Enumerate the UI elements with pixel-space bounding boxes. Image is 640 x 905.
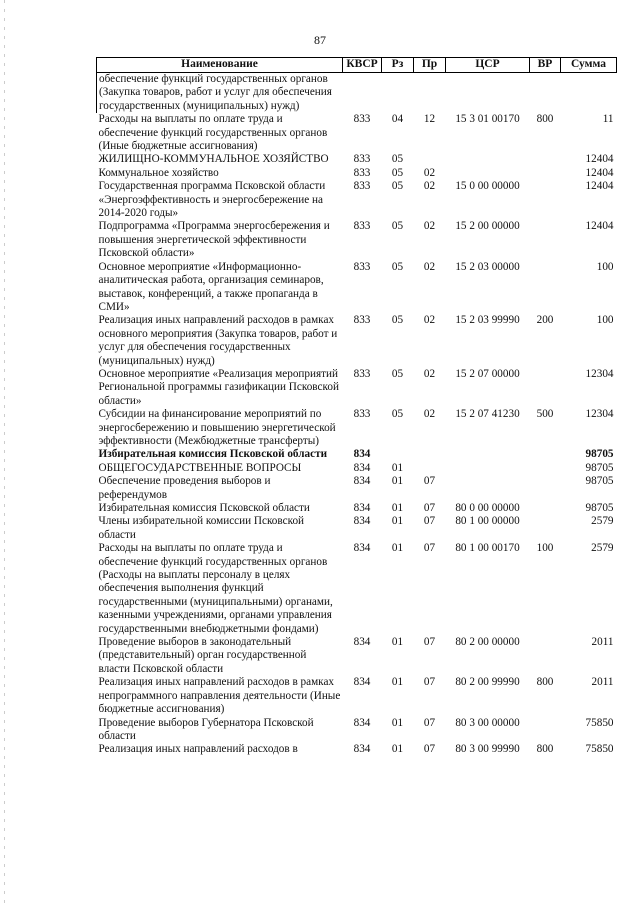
cell-kvsr: 834 — [353, 542, 371, 555]
cell-name: Члены избирательной комиссии Псковской области — [98, 515, 305, 541]
cell-pr: 07 — [423, 542, 436, 555]
cell-vr — [530, 502, 561, 515]
cell-sum: 100 — [596, 314, 614, 327]
table-row — [97, 717, 617, 744]
cell-rz: 05 — [391, 180, 404, 193]
cell-sum: 12404 — [585, 180, 614, 193]
cell-vr — [530, 167, 561, 180]
cell-name: Проведение выборов в законодательный (представительный) орган государственной власти Псковской области — [98, 636, 307, 675]
cell-csr: 15 2 07 41230 — [455, 408, 520, 421]
cell-rz: 01 — [391, 502, 404, 514]
table-row — [97, 462, 617, 475]
cell-rz: 04 — [391, 113, 404, 126]
cell-rz: 01 — [391, 743, 404, 756]
cell-name: Избирательная комиссия Псковской области — [98, 502, 310, 514]
cell-csr: 15 2 07 00000 — [455, 367, 520, 380]
cell-vr: 200 — [536, 314, 554, 327]
cell-pr: 02 — [423, 260, 436, 273]
cell-kvsr: 833 — [353, 367, 371, 380]
cell-vr: 800 — [536, 676, 554, 689]
cell-vr — [530, 261, 561, 315]
cell-sum: 12404 — [585, 153, 614, 166]
table-row — [97, 153, 617, 166]
cell-sum: 75850 — [585, 716, 614, 729]
cell-name: Основное мероприятие «Информационно-аналитическая работа, организация семинаров, выставок, конференций, а также пропаганда в СМИ» — [98, 260, 324, 313]
cell-pr: 07 — [423, 502, 436, 514]
cell-csr: 80 0 00 00000 — [455, 502, 520, 514]
cell-name: Реализация иных направлений расходов в рамках непрограммного направления деятельности (Иные бюджетные ассигнования) — [98, 676, 341, 716]
cell-rz — [382, 448, 414, 461]
cell-rz: 05 — [391, 153, 404, 166]
cell-name: Избирательная комиссия Псковской области — [98, 448, 328, 461]
cell-vr: 800 — [536, 113, 554, 126]
cell-kvsr: 833 — [353, 408, 371, 421]
cell-pr: 07 — [423, 716, 436, 729]
cell-kvsr: 833 — [353, 220, 371, 233]
cell-kvsr: 834 — [353, 461, 371, 474]
cell-pr — [414, 153, 446, 166]
cell-csr: 15 3 01 00170 — [455, 113, 520, 126]
cell-rz: 01 — [391, 515, 404, 528]
cell-csr: 80 2 00 00000 — [455, 636, 520, 649]
scan-edge-artifact — [4, 0, 5, 905]
cell-name: Реализация иных направлений расходов в рамках основного мероприятия (Закупка товаров, работ и услуг для обеспечения государственных (муниципальных) нужд) — [98, 314, 338, 367]
cell-csr: 80 1 00 00000 — [455, 515, 520, 528]
table-row — [97, 113, 617, 153]
cell-kvsr: 834 — [353, 448, 371, 461]
table-row — [97, 73, 617, 114]
cell-sum: 11 — [602, 113, 614, 126]
cell-csr: 80 1 00 00170 — [455, 542, 520, 555]
cell-kvsr: 834 — [353, 743, 371, 756]
cell-name: Реализация иных направлений расходов в — [98, 743, 298, 756]
table-row — [97, 502, 617, 515]
cell-kvsr: 833 — [353, 314, 371, 327]
cell-sum: 2579 — [591, 515, 614, 528]
cell-pr: 07 — [423, 636, 436, 649]
cell-csr — [446, 73, 530, 114]
cell-pr: 02 — [423, 367, 436, 380]
cell-name: ОБЩЕГОСУДАРСТВЕННЫЕ ВОПРОСЫ — [98, 461, 302, 474]
table-row — [97, 314, 617, 368]
cell-vr — [530, 448, 561, 461]
cell-vr — [530, 153, 561, 166]
table-row — [97, 368, 617, 408]
table-row — [97, 220, 617, 260]
cell-kvsr: 834 — [353, 716, 371, 729]
table-row — [97, 180, 617, 220]
cell-pr — [414, 462, 446, 475]
cell-rz: 05 — [391, 166, 404, 179]
cell-sum: 12304 — [585, 408, 614, 421]
cell-csr — [446, 153, 530, 166]
cell-kvsr: 834 — [353, 636, 371, 649]
cell-pr: 07 — [423, 515, 436, 528]
cell-rz: 01 — [391, 461, 404, 474]
cell-name: Обеспечение проведения выборов и референдумов — [98, 475, 271, 501]
cell-kvsr — [343, 73, 382, 114]
table-header — [97, 58, 617, 73]
cell-name: обеспечение функций государственных органов (Закупка товаров, работ и услуг для обеспечения государственных (муниципальных) нужд) — [97, 73, 343, 114]
cell-rz: 05 — [391, 408, 404, 421]
cell-sum: 100 — [596, 260, 614, 273]
cell-vr — [530, 73, 561, 114]
cell-csr: 80 3 00 00000 — [455, 716, 520, 729]
cell-vr — [530, 462, 561, 475]
table-row — [97, 636, 617, 676]
cell-pr: 02 — [423, 314, 436, 327]
table-row — [97, 542, 617, 636]
table-row — [97, 261, 617, 315]
cell-sum: 98705 — [585, 448, 614, 461]
header-csr: ЦСР — [446, 58, 530, 73]
table-row — [97, 515, 617, 542]
cell-kvsr: 834 — [353, 676, 371, 689]
cell-csr: 15 2 00 00000 — [455, 220, 520, 233]
cell-rz: 05 — [391, 314, 404, 327]
cell-vr — [530, 717, 561, 744]
cell-csr — [446, 167, 530, 180]
cell-pr: 07 — [423, 676, 436, 689]
page-number: 87 — [314, 33, 326, 47]
cell-name: Субсидии на финансирование мероприятий по энергосбережению и повышению энергетической эффективности (Межбюджетные трансферты) — [98, 408, 336, 447]
cell-rz: 05 — [391, 367, 404, 380]
cell-pr — [414, 448, 446, 461]
cell-sum: 2011 — [591, 676, 614, 689]
header-vr: ВР — [530, 58, 561, 73]
cell-csr — [446, 462, 530, 475]
cell-sum — [561, 73, 617, 114]
cell-rz: 01 — [391, 676, 404, 689]
cell-pr — [414, 73, 446, 114]
table-row — [97, 448, 617, 461]
cell-name: Расходы на выплаты по оплате труда и обеспечение функций государственных органов (Расходы на выплаты персоналу в целях обеспечения выполнения функций государственными (муниципальными) органами, казенными учреждениями, органами управления государственными внебюджетными фондами) — [98, 542, 333, 635]
cell-vr: 800 — [536, 743, 554, 756]
cell-pr: 07 — [423, 743, 436, 756]
cell-rz: 05 — [391, 220, 404, 233]
header-pr: Пр — [414, 58, 446, 73]
header-kvsr: КВСР — [343, 58, 382, 73]
cell-sum: 12404 — [585, 166, 614, 179]
cell-pr: 02 — [423, 408, 436, 421]
table-body — [97, 73, 617, 757]
table-row — [97, 743, 617, 756]
cell-name: Проведение выборов Губернатора Псковской области — [98, 716, 314, 742]
cell-rz: 01 — [391, 716, 404, 729]
table-row — [97, 408, 617, 448]
header-rz: Рз — [382, 58, 414, 73]
cell-pr: 02 — [423, 166, 436, 179]
cell-csr: 80 2 00 99990 — [455, 676, 520, 689]
cell-kvsr: 833 — [353, 166, 371, 179]
cell-pr: 02 — [423, 220, 436, 233]
cell-sum: 98705 — [585, 502, 614, 514]
cell-name: ЖИЛИЩНО-КОММУНАЛЬНОЕ ХОЗЯЙСТВО — [98, 153, 329, 166]
table-row — [97, 475, 617, 502]
cell-kvsr: 833 — [353, 113, 371, 126]
cell-csr: 15 2 03 00000 — [455, 260, 520, 273]
cell-vr — [530, 515, 561, 542]
cell-kvsr: 834 — [353, 475, 371, 488]
cell-kvsr: 834 — [353, 502, 371, 514]
cell-csr: 15 0 00 00000 — [455, 180, 520, 193]
cell-pr: 07 — [423, 475, 436, 488]
cell-kvsr: 833 — [353, 153, 371, 166]
table-row — [97, 676, 617, 716]
cell-vr — [530, 368, 561, 408]
cell-vr: 100 — [536, 542, 554, 555]
cell-vr — [530, 475, 561, 502]
cell-name: Расходы на выплаты по оплате труда и обеспечение функций государственных органов (Иные бюджетные ассигнования) — [98, 113, 328, 153]
cell-name: Коммунальное хозяйство — [98, 166, 219, 179]
cell-sum: 98705 — [585, 475, 614, 488]
cell-kvsr: 833 — [353, 180, 371, 193]
table-row — [97, 167, 617, 180]
cell-sum: 75850 — [585, 743, 614, 756]
cell-csr — [446, 475, 530, 502]
cell-rz: 01 — [391, 475, 404, 488]
cell-vr: 500 — [536, 408, 554, 421]
header-sum: Сумма — [561, 58, 617, 73]
cell-name: Государственная программа Псковской области «Энергоэффективность и энергосбережение на 2014-2020 годы» — [98, 180, 326, 220]
cell-sum: 12304 — [585, 367, 614, 380]
cell-sum: 98705 — [585, 461, 614, 474]
cell-csr: 15 2 03 99990 — [455, 314, 520, 327]
cell-vr — [530, 180, 561, 220]
cell-vr — [530, 220, 561, 260]
cell-pr: 02 — [423, 180, 436, 193]
cell-sum: 2579 — [591, 542, 614, 555]
cell-rz: 01 — [391, 542, 404, 555]
cell-sum: 2011 — [591, 636, 614, 649]
cell-vr — [530, 636, 561, 676]
cell-name: Основное мероприятие «Реализация мероприятий Региональной программы газификации Псковской области» — [98, 367, 339, 407]
budget-table — [96, 57, 617, 757]
cell-rz: 05 — [391, 260, 404, 273]
cell-kvsr: 833 — [353, 260, 371, 273]
cell-rz: 01 — [391, 636, 404, 649]
cell-name: Подпрограмма «Программа энергосбережения и повышения энергетической эффективности Псковской области» — [98, 220, 330, 260]
cell-sum: 12404 — [585, 220, 614, 233]
cell-rz — [382, 73, 414, 114]
header-row — [97, 58, 617, 73]
cell-csr — [446, 448, 530, 461]
cell-csr: 80 3 00 99990 — [455, 743, 520, 756]
header-name: Наименование — [97, 58, 343, 73]
cell-kvsr: 834 — [353, 515, 371, 528]
cell-pr: 12 — [423, 113, 436, 126]
